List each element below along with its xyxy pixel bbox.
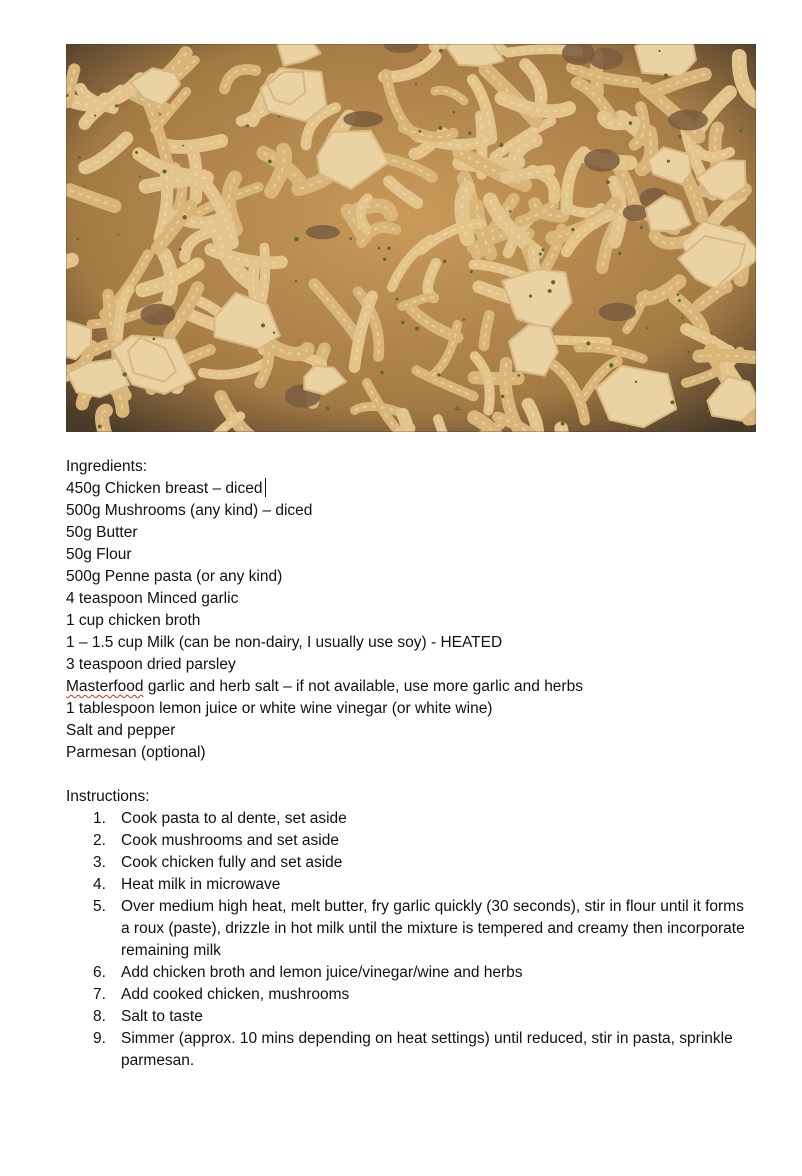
- instructions-heading: Instructions:: [66, 788, 150, 805]
- ingredient-item: 450g Chicken breast – diced: [66, 478, 756, 500]
- mushroom-slice: [343, 111, 383, 127]
- ingredient-item: 4 teaspoon Minced garlic: [66, 590, 239, 607]
- ingredient-item: 1 cup chicken broth: [66, 612, 201, 629]
- herb-speck: [551, 280, 555, 284]
- misspelled-word[interactable]: Masterfood: [66, 678, 144, 695]
- ingredient-item: Masterfood garlic and herb salt – if not available, use more garlic and herbs: [66, 678, 583, 695]
- herb-speck: [115, 104, 118, 107]
- herb-speck: [517, 374, 520, 377]
- instruction-step: 5. Over medium high heat, melt butter, fry garlic quickly (30 seconds), stir in flour until it forms a roux (paste), drizzle in hot milk until the mixture is tempered and creamy then incorporate remaining milk: [93, 898, 745, 959]
- herb-speck: [629, 121, 633, 125]
- mushroom-slice: [140, 304, 175, 325]
- herb-speck: [326, 226, 329, 229]
- herb-speck: [163, 169, 167, 173]
- herb-speck: [635, 381, 637, 383]
- herb-speck: [586, 341, 590, 345]
- recipe-text: [66, 456, 756, 1072]
- herb-speck: [415, 83, 417, 85]
- ingredient-item: 1 tablespoon lemon juice or white wine vinegar (or white wine): [66, 700, 493, 717]
- ingredients-heading: Ingredients:: [66, 458, 147, 475]
- herb-speck: [420, 59, 422, 61]
- herb-speck: [273, 332, 275, 334]
- herb-speck: [679, 376, 682, 379]
- herb-speck: [78, 156, 81, 159]
- instruction-step: 1. Cook pasta to al dente, set aside: [93, 810, 347, 827]
- instruction-step: 4. Heat milk in microwave: [93, 876, 281, 893]
- instruction-step: 8. Salt to taste: [93, 1008, 203, 1025]
- herb-speck: [94, 115, 96, 117]
- herb-speck: [739, 129, 742, 132]
- instruction-step: 6. Add chicken broth and lemon juice/vinegar/wine and herbs: [93, 964, 523, 981]
- herb-speck: [501, 395, 505, 399]
- herb-speck: [470, 270, 473, 273]
- ingredient-item: Parmesan (optional): [66, 744, 206, 761]
- ingredient-item: 500g Mushrooms (any kind) – diced: [66, 502, 313, 519]
- herb-speck: [509, 210, 512, 213]
- herb-speck: [396, 297, 399, 300]
- herb-speck: [625, 426, 628, 429]
- herb-speck: [529, 295, 532, 298]
- herb-speck: [261, 323, 265, 327]
- pasta-photo: [66, 44, 756, 432]
- herb-speck: [182, 145, 184, 147]
- mushroom-slice: [599, 303, 636, 321]
- herb-speck: [139, 175, 141, 177]
- herb-speck: [182, 215, 186, 219]
- herb-speck: [98, 425, 102, 429]
- herb-speck: [468, 132, 471, 135]
- herb-speck: [378, 247, 381, 250]
- herb-speck: [401, 321, 404, 324]
- ingredient-item: 50g Butter: [66, 524, 138, 541]
- herb-speck: [541, 248, 544, 251]
- herb-speck: [438, 126, 442, 130]
- herb-speck: [387, 247, 390, 250]
- herb-speck: [122, 372, 126, 376]
- herb-speck: [76, 238, 79, 241]
- instruction-step: 7. Add cooked chicken, mushrooms: [93, 986, 350, 1003]
- pasta-photo-illustration: [66, 44, 756, 432]
- text-cursor: [265, 478, 266, 497]
- herb-speck: [678, 135, 682, 139]
- instruction-step: 3. Cook chicken fully and set aside: [93, 854, 343, 871]
- ingredient-item: 3 teaspoon dried parsley: [66, 656, 236, 673]
- herb-speck: [646, 327, 648, 329]
- herb-speck: [415, 327, 419, 331]
- herb-speck: [179, 248, 182, 251]
- herb-speck: [455, 406, 459, 410]
- herb-speck: [687, 350, 690, 353]
- herb-speck: [294, 237, 298, 241]
- herb-speck: [117, 234, 119, 236]
- herb-speck: [460, 409, 462, 411]
- herb-speck: [268, 160, 272, 164]
- herb-speck: [640, 226, 643, 229]
- herb-speck: [295, 280, 297, 282]
- herb-speck: [618, 252, 621, 255]
- herb-speck: [439, 49, 443, 53]
- herb-speck: [606, 180, 610, 184]
- herb-speck: [418, 130, 421, 133]
- herb-speck: [667, 160, 670, 163]
- herb-speck: [463, 318, 466, 321]
- herb-speck: [380, 371, 384, 375]
- herb-speck: [539, 252, 542, 255]
- herb-speck: [349, 237, 352, 240]
- herb-speck: [437, 373, 440, 376]
- herb-speck: [677, 293, 680, 296]
- pasta-piece: [484, 315, 489, 345]
- mushroom-slice: [306, 225, 340, 239]
- herb-speck: [278, 115, 280, 117]
- herb-speck: [678, 299, 681, 302]
- herb-speck: [707, 410, 709, 412]
- herb-speck: [571, 228, 574, 231]
- instruction-step: 2. Cook mushrooms and set aside: [93, 832, 339, 849]
- herb-speck: [246, 124, 249, 127]
- ingredient-item: Salt and pepper: [66, 722, 176, 739]
- herb-speck: [128, 73, 132, 77]
- herb-speck: [561, 422, 565, 426]
- herb-speck: [326, 407, 329, 410]
- ingredient-item: 1 – 1.5 cup Milk (can be non-dairy, I usually use soy) - HEATED: [66, 634, 503, 651]
- herb-speck: [83, 185, 85, 187]
- mushroom-slice: [668, 110, 708, 131]
- herb-speck: [609, 363, 613, 367]
- herb-speck: [499, 143, 503, 147]
- mushroom-slice: [584, 149, 620, 172]
- ingredient-item: 50g Flour: [66, 546, 132, 563]
- paragraph-gap: [66, 764, 756, 786]
- instruction-step: 9. Simmer (approx. 10 mins depending on heat settings) until reduced, stir in pasta, sprinkle parmesan.: [93, 1030, 733, 1069]
- herb-speck: [99, 87, 103, 91]
- herb-speck: [135, 151, 138, 154]
- herb-speck: [152, 337, 155, 340]
- herb-speck: [453, 111, 456, 114]
- herb-speck: [670, 400, 674, 404]
- herb-speck: [681, 317, 683, 319]
- instructions-list: [66, 808, 756, 1072]
- herb-speck: [664, 73, 668, 77]
- herb-speck: [548, 289, 552, 293]
- herb-speck: [383, 258, 386, 261]
- ingredient-item: 500g Penne pasta (or any kind): [66, 568, 283, 585]
- herb-speck: [443, 260, 447, 264]
- mushroom-slice: [623, 205, 648, 222]
- herb-speck: [658, 50, 660, 52]
